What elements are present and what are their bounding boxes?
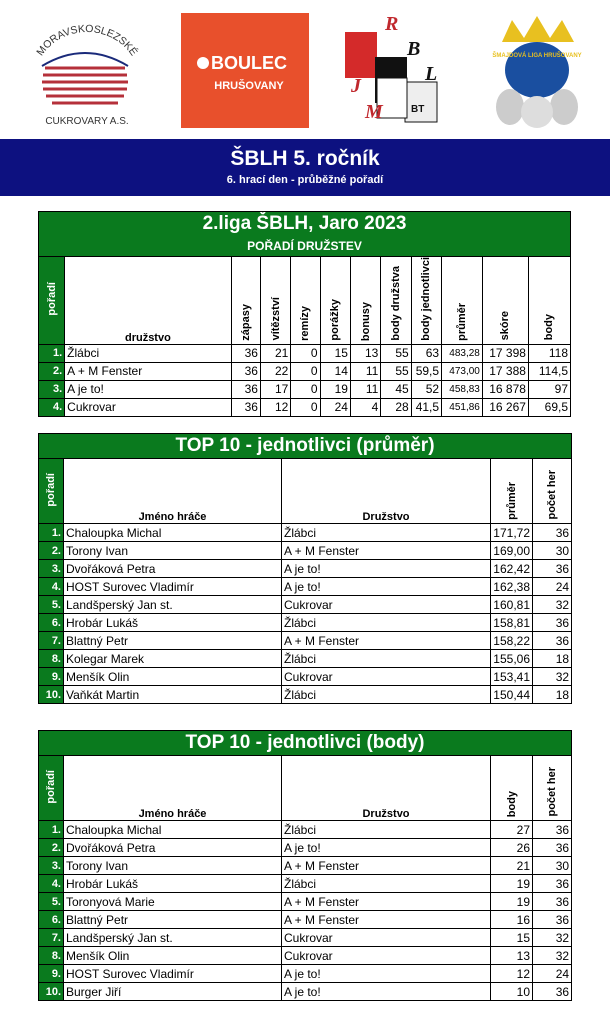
value-cell: 21	[260, 344, 290, 362]
team-cell: Žlábci	[282, 875, 491, 893]
table-row	[39, 614, 572, 632]
table-row	[39, 857, 572, 875]
rank-cell: 3.	[39, 380, 65, 398]
banner	[0, 139, 610, 196]
player-name-cell: Landšperský Jan st.	[64, 596, 282, 614]
value-cell: 162,42	[491, 560, 533, 578]
team-cell: A + M Fenster	[282, 542, 491, 560]
boulec-logo	[181, 13, 309, 128]
team-cell: Žlábci	[282, 524, 491, 542]
value-cell: 41,5	[411, 398, 441, 416]
player-name-cell: Landšperský Jan st.	[64, 929, 282, 947]
rank-cell: 2.	[39, 542, 64, 560]
table-row	[39, 686, 572, 704]
value-cell: 19	[320, 380, 350, 398]
cukrovary-line1: MORAVSKOSLEZSKÉ	[34, 22, 140, 59]
rank-cell: 8.	[39, 650, 64, 668]
cukrovary-logo	[15, 18, 155, 130]
player-name-cell: Blattný Petr	[64, 911, 282, 929]
player-name-cell: Torony Ivan	[64, 542, 282, 560]
boulec-line2: HRUŠOVANY	[214, 80, 284, 92]
rank-cell: 4.	[39, 578, 64, 596]
value-cell: 0	[291, 380, 320, 398]
value-cell: 59,5	[411, 362, 441, 380]
rbl-sub: BT	[411, 104, 425, 115]
games-cell: 24	[533, 578, 572, 596]
team-cell: A + M Fenster	[282, 632, 491, 650]
games-cell: 36	[533, 983, 572, 1001]
value-cell: 451,86	[442, 398, 483, 416]
svg-text:J: J	[351, 75, 361, 97]
teams-table	[38, 211, 571, 417]
games-cell: 32	[533, 947, 572, 965]
table-row	[39, 893, 572, 911]
table-row	[39, 875, 572, 893]
team-cell: A je to!	[282, 839, 491, 857]
value-cell: 63	[411, 344, 441, 362]
value-cell: 17 398	[482, 344, 528, 362]
teams-header-col: body	[528, 257, 570, 345]
value-cell: 22	[260, 362, 290, 380]
table-row	[39, 398, 571, 416]
avg-header-value: průměr	[491, 459, 533, 524]
table-row	[39, 650, 572, 668]
cukrovary-line2: CUKROVARY A.S.	[45, 116, 129, 127]
player-name-cell: HOST Surovec Vladimír	[64, 578, 282, 596]
games-cell: 36	[533, 632, 572, 650]
value-cell: 16	[491, 911, 533, 929]
value-cell: 114,5	[528, 362, 570, 380]
rank-cell: 3.	[39, 857, 64, 875]
team-cell: A + M Fenster	[282, 857, 491, 875]
value-cell: 171,72	[491, 524, 533, 542]
value-cell: 4	[350, 398, 380, 416]
games-cell: 32	[533, 668, 572, 686]
table-row	[39, 596, 572, 614]
sblh-logo	[482, 12, 592, 132]
team-cell: Žlábci	[65, 344, 231, 362]
table-row	[39, 668, 572, 686]
value-cell: 15	[320, 344, 350, 362]
pts-header-value: body	[491, 756, 533, 821]
avg-header-rank: pořadí	[39, 459, 64, 524]
value-cell: 45	[381, 380, 411, 398]
team-cell: Cukrovar	[282, 596, 491, 614]
player-name-cell: Menšík Olin	[64, 668, 282, 686]
rank-cell: 9.	[39, 965, 64, 983]
value-cell: 27	[491, 821, 533, 839]
games-cell: 36	[533, 560, 572, 578]
value-cell: 158,22	[491, 632, 533, 650]
pts-header-rank: pořadí	[39, 756, 64, 821]
rank-cell: 6.	[39, 911, 64, 929]
value-cell: 11	[350, 362, 380, 380]
games-cell: 32	[533, 929, 572, 947]
table-row	[39, 983, 572, 1001]
value-cell: 0	[291, 398, 320, 416]
table-row	[39, 362, 571, 380]
table-row	[39, 947, 572, 965]
player-name-cell: Vaňkát Martin	[64, 686, 282, 704]
team-cell: Žlábci	[282, 650, 491, 668]
rank-cell: 4.	[39, 875, 64, 893]
team-cell: Cukrovar	[282, 947, 491, 965]
player-name-cell: Menšík Olin	[64, 947, 282, 965]
value-cell: 483,28	[442, 344, 483, 362]
teams-header-col: vítězství	[260, 257, 290, 345]
value-cell: 36	[231, 398, 260, 416]
team-cell: A je to!	[282, 983, 491, 1001]
team-cell: A + M Fenster	[282, 911, 491, 929]
avg-header-games: počet her	[533, 459, 572, 524]
rank-cell: 8.	[39, 947, 64, 965]
value-cell: 21	[491, 857, 533, 875]
games-cell: 32	[533, 596, 572, 614]
value-cell: 97	[528, 380, 570, 398]
table-row	[39, 911, 572, 929]
teams-header-col: průměr	[442, 257, 483, 345]
games-cell: 36	[533, 875, 572, 893]
value-cell: 17	[260, 380, 290, 398]
sblh-text: ŠMAJDOVÁ LIGA HRUŠOVANY	[492, 53, 582, 59]
teams-header-col: body družstva	[381, 257, 411, 345]
table-row	[39, 929, 572, 947]
games-cell: 30	[533, 857, 572, 875]
teams-header-col: zápasy	[231, 257, 260, 345]
value-cell: 36	[231, 380, 260, 398]
pts-header-team: Družstvo	[282, 756, 491, 821]
rank-cell: 9.	[39, 668, 64, 686]
boulec-line1: BOULEC	[211, 53, 287, 73]
value-cell: 0	[291, 362, 320, 380]
table-row	[39, 632, 572, 650]
avg-title: TOP 10 - jednotlivci (průměr)	[39, 434, 572, 459]
value-cell: 153,41	[491, 668, 533, 686]
player-name-cell: Burger Jiří	[64, 983, 282, 1001]
rank-cell: 5.	[39, 893, 64, 911]
rank-cell: 2.	[39, 362, 65, 380]
rank-cell: 1.	[39, 344, 65, 362]
games-cell: 18	[533, 686, 572, 704]
team-cell: Žlábci	[282, 821, 491, 839]
player-name-cell: Torony Ivan	[64, 857, 282, 875]
pts-table	[38, 730, 572, 1001]
avg-table	[38, 433, 572, 704]
team-cell: A je to!	[282, 578, 491, 596]
value-cell: 55	[381, 344, 411, 362]
value-cell: 36	[231, 344, 260, 362]
value-cell: 69,5	[528, 398, 570, 416]
rank-cell: 7.	[39, 632, 64, 650]
team-cell: Cukrovar	[282, 668, 491, 686]
value-cell: 458,83	[442, 380, 483, 398]
table-row	[39, 542, 572, 560]
table-row	[39, 578, 572, 596]
value-cell: 52	[411, 380, 441, 398]
player-name-cell: HOST Surovec Vladimír	[64, 965, 282, 983]
avg-header-name: Jméno hráče	[64, 459, 282, 524]
teams-header-team: družstvo	[65, 257, 231, 345]
value-cell: 36	[231, 362, 260, 380]
value-cell: 118	[528, 344, 570, 362]
teams-header-rank: pořadí	[39, 257, 65, 345]
banner-title: ŠBLH 5. ročník	[230, 147, 380, 170]
logo-strip	[0, 0, 610, 140]
value-cell: 16 267	[482, 398, 528, 416]
value-cell: 13	[350, 344, 380, 362]
team-cell: A je to!	[282, 560, 491, 578]
svg-text:B: B	[407, 38, 421, 60]
value-cell: 55	[381, 362, 411, 380]
team-cell: Žlábci	[282, 614, 491, 632]
games-cell: 30	[533, 542, 572, 560]
value-cell: 19	[491, 875, 533, 893]
value-cell: 160,81	[491, 596, 533, 614]
player-name-cell: Hrobár Lukáš	[64, 875, 282, 893]
pts-title: TOP 10 - jednotlivci (body)	[39, 731, 572, 756]
value-cell: 15	[491, 929, 533, 947]
rank-cell: 10.	[39, 983, 64, 1001]
player-name-cell: Chaloupka Michal	[64, 524, 282, 542]
games-cell: 36	[533, 614, 572, 632]
value-cell: 14	[320, 362, 350, 380]
table-row	[39, 524, 572, 542]
value-cell: 0	[291, 344, 320, 362]
teams-title: 2.liga ŠBLH, Jaro 2023	[39, 212, 571, 237]
value-cell: 10	[491, 983, 533, 1001]
rank-cell: 6.	[39, 614, 64, 632]
games-cell: 24	[533, 965, 572, 983]
table-row	[39, 965, 572, 983]
value-cell: 24	[320, 398, 350, 416]
svg-text:R: R	[385, 13, 399, 35]
teams-subtitle: POŘADÍ DRUŽSTEV	[39, 236, 571, 257]
value-cell: 158,81	[491, 614, 533, 632]
rank-cell: 1.	[39, 821, 64, 839]
rank-cell: 5.	[39, 596, 64, 614]
teams-header-col: skóre	[482, 257, 528, 345]
rank-cell: 3.	[39, 560, 64, 578]
value-cell: 13	[491, 947, 533, 965]
value-cell: 11	[350, 380, 380, 398]
games-cell: 36	[533, 524, 572, 542]
rank-cell: 2.	[39, 839, 64, 857]
value-cell: 17 388	[482, 362, 528, 380]
games-cell: 36	[533, 839, 572, 857]
team-cell: Cukrovar	[65, 398, 231, 416]
svg-text:M: M	[365, 101, 383, 123]
value-cell: 162,38	[491, 578, 533, 596]
svg-text:L: L	[425, 63, 438, 85]
rank-cell: 1.	[39, 524, 64, 542]
value-cell: 19	[491, 893, 533, 911]
teams-header-col: porážky	[320, 257, 350, 345]
team-cell: A je to!	[65, 380, 231, 398]
value-cell: 12	[260, 398, 290, 416]
value-cell: 16 878	[482, 380, 528, 398]
pts-header-name: Jméno hráče	[64, 756, 282, 821]
games-cell: 18	[533, 650, 572, 668]
player-name-cell: Blattný Petr	[64, 632, 282, 650]
table-row	[39, 839, 572, 857]
value-cell: 150,44	[491, 686, 533, 704]
team-cell: A + M Fenster	[65, 362, 231, 380]
rank-cell: 7.	[39, 929, 64, 947]
teams-header-col: bonusy	[350, 257, 380, 345]
team-cell: Cukrovar	[282, 929, 491, 947]
table-row	[39, 344, 571, 362]
rank-cell: 4.	[39, 398, 65, 416]
player-name-cell: Kolegar Marek	[64, 650, 282, 668]
rank-cell: 10.	[39, 686, 64, 704]
table-row	[39, 380, 571, 398]
team-cell: A + M Fenster	[282, 893, 491, 911]
value-cell: 169,00	[491, 542, 533, 560]
table-row	[39, 560, 572, 578]
rbl-logo	[345, 12, 445, 124]
value-cell: 473,00	[442, 362, 483, 380]
player-name-cell: Dvořáková Petra	[64, 839, 282, 857]
games-cell: 36	[533, 911, 572, 929]
player-name-cell: Chaloupka Michal	[64, 821, 282, 839]
games-cell: 36	[533, 893, 572, 911]
player-name-cell: Toronyová Marie	[64, 893, 282, 911]
games-cell: 36	[533, 821, 572, 839]
table-row	[39, 821, 572, 839]
avg-header-team: Družstvo	[282, 459, 491, 524]
value-cell: 155,06	[491, 650, 533, 668]
banner-subtitle: 6. hrací den - průběžné pořadí	[226, 174, 384, 186]
value-cell: 28	[381, 398, 411, 416]
player-name-cell: Dvořáková Petra	[64, 560, 282, 578]
teams-header-col: body jednotlivci	[411, 257, 441, 345]
value-cell: 12	[491, 965, 533, 983]
player-name-cell: Hrobár Lukáš	[64, 614, 282, 632]
team-cell: A je to!	[282, 965, 491, 983]
team-cell: Žlábci	[282, 686, 491, 704]
pts-header-games: počet her	[533, 756, 572, 821]
value-cell: 26	[491, 839, 533, 857]
teams-header-col: remízy	[291, 257, 320, 345]
